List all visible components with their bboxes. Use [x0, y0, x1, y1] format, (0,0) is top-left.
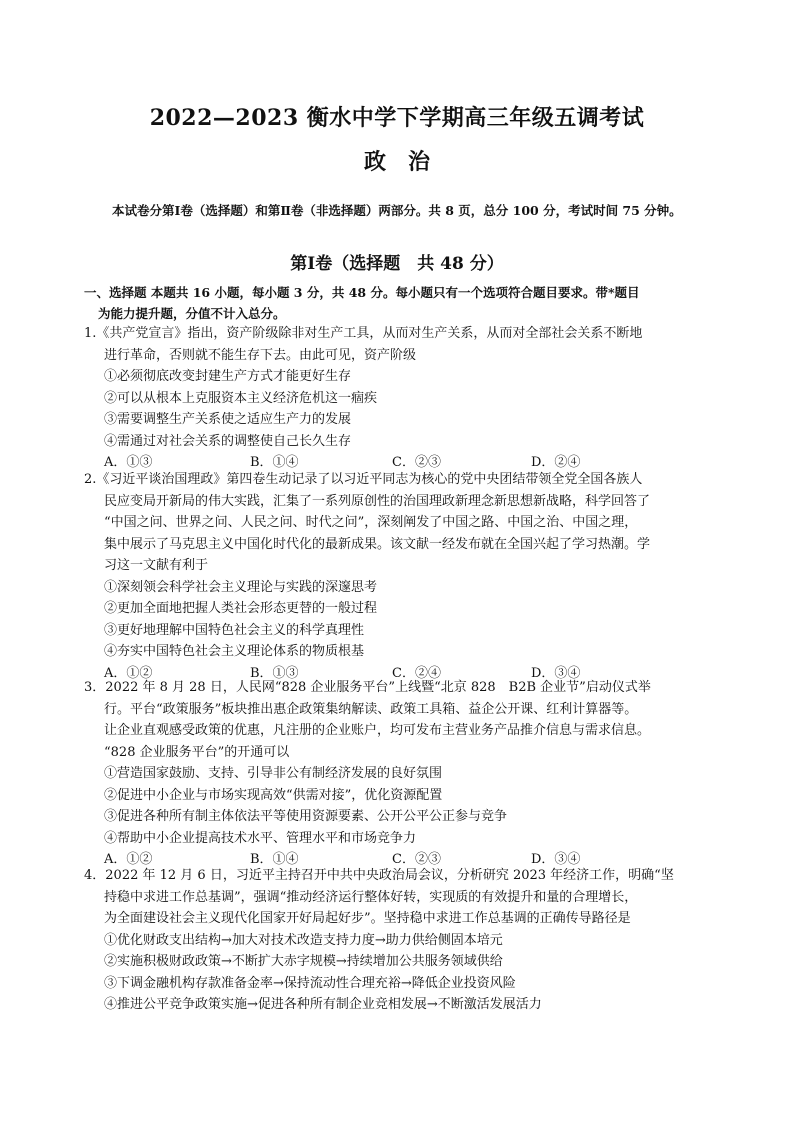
- question-stem-line: 持稳中求进工作总基调”，强调“推动经济运行整体好转，实现质的有效提升和量的合理增长，: [104, 889, 638, 905]
- question-stem-line: 集中展示了马克思主义中国化时代化的最新成果。该文献一经发布就在全国兴起了学习热潮。学: [104, 536, 651, 552]
- question-option: ②实施积极财政政策→不断扩大赤字规模→持续增加公共服务领域供给: [104, 954, 503, 969]
- question-option: ④需通过对社会关系的调整使自己长久生存: [104, 433, 352, 449]
- instruction-line: 一、选择题 本题共 16 小题，每小题 3 分，共 48 分。每小题只有一个选项符合题目要求。带*题目: [84, 285, 640, 300]
- question-option: ②可以从根本上克服资本主义经济危机这一痼疾: [104, 390, 378, 406]
- question-stem-line: 行。平台“政策服务”板块推出惠企政策集纳解读、政策工具箱、益企公开课、红利计算器等。: [104, 701, 638, 717]
- part1-title: 第Ⅰ卷（选择题 共 48 分）: [290, 254, 504, 274]
- exam-intro: 本试卷分第Ⅰ卷（选择题）和第Ⅱ卷（非选择题）两部分。共 8 页，总分 100 分，考试时间 75 分钟。: [112, 203, 682, 218]
- choice-d: D．③④: [531, 852, 581, 867]
- question-option: ③需要调整生产关系使之适应生产力的发展: [104, 412, 352, 427]
- question-1: [84, 323, 704, 474]
- question-option: ③更好地理解中国特色社会主义的科学真理性: [104, 622, 365, 638]
- question-option: ④帮助中小企业提高技术水平、管理水平和市场竞争力: [104, 830, 417, 846]
- choice-b: B．①③: [250, 665, 299, 681]
- choice-a: A．①③: [104, 455, 153, 470]
- question-option: ②更加全面地把握人类社会形态更替的一般过程: [104, 601, 378, 616]
- question-stem-line: 1.《共产党宣言》指出，资产阶级除非对生产工具，从而对生产关系，从而对全部社会关系不断地: [84, 326, 643, 341]
- question-option: ③下调金融机构存款准备金率→保持流动性合理充裕→降低企业投资风险: [104, 975, 516, 991]
- question-3: [84, 677, 704, 871]
- question-stem-line: 民应变局开新局的伟大实践，汇集了一系列原创性的治国理政新理念新思想新战略，科学回答了: [104, 493, 651, 509]
- instruction-line: 为能力提升题，分值不计入总分。: [98, 306, 286, 321]
- question-2: [84, 469, 704, 684]
- choice-c: C．②③: [392, 455, 441, 470]
- question-stem-line: 2.《习近平谈治国理政》第四卷生动记录了以习近平同志为核心的党中央团结带领全党全国各族人: [84, 472, 643, 487]
- choice-d: D．③④: [531, 665, 581, 681]
- question-option: ④推进公平竞争政策实施→促进各种所有制企业竞相发展→不断激活发展活力: [104, 997, 542, 1012]
- question-option: ①深刻领会科学社会主义理论与实践的深邃思考: [104, 579, 378, 595]
- choice-c: C．②④: [392, 665, 441, 681]
- choice-a: A．①②: [104, 852, 153, 867]
- choice-d: D．②④: [531, 455, 581, 470]
- question-option: ①优化财政支出结构→加大对技术改造支持力度→助力供给侧固本培元: [104, 932, 503, 948]
- question-option: ①营造国家鼓励、支持、引导非公有制经济发展的良好氛围: [104, 766, 443, 781]
- question-option: ②促进中小企业与市场实现高效“供需对接”，优化资源配置: [104, 787, 443, 803]
- question-4: [84, 865, 704, 1016]
- question-stem-line: “828 企业服务平台”的开通可以: [104, 744, 290, 760]
- part1-instructions: [84, 282, 704, 324]
- exam-title: 2022—2023 衡水中学下学期高三年级五调考试: [149, 105, 645, 131]
- question-stem-line: 习这一文献有利于: [104, 558, 209, 573]
- question-option: ①必须彻底改变封建生产方式才能更好生存: [104, 369, 352, 384]
- subject-title: 政 治: [363, 149, 430, 175]
- question-option: ③促进各种所有制主体依法平等使用资源要素、公开公平公正参与竞争: [104, 809, 508, 824]
- choice-a: A．①②: [104, 665, 153, 681]
- question-stem-line: “中国之问、世界之问、人民之问、时代之问”，深刻阐发了中国之路、中国之治、中国之理，: [104, 515, 638, 530]
- question-stem-line: 为全面建设社会主义现代化国家开好局起好步”。坚持稳中求进工作总基调的正确传导路径是: [104, 911, 631, 926]
- question-option: ④夯实中国特色社会主义理论体系的物质根基: [104, 644, 365, 659]
- choice-b: B．①④: [250, 852, 299, 867]
- question-stem-line: 3．2022 年 8 月 28 日，人民网“828 企业服务平台”上线暨“北京 828 B2B 企业节”启动仪式举: [84, 680, 651, 695]
- choice-b: B．①④: [250, 455, 299, 470]
- choice-c: C．②③: [392, 852, 441, 867]
- question-stem-line: 进行革命，否则就不能生存下去。由此可见，资产阶级: [104, 347, 417, 363]
- question-stem-line: 让企业直观感受政策的优惠，凡注册的企业账户，均可发布主营业务产品推介信息与需求信息。: [104, 723, 651, 738]
- question-stem-line: 4．2022 年 12 月 6 日，习近平主持召开中共中央政治局会议，分析研究 2023 年经济工作，明确“坚: [84, 868, 674, 883]
